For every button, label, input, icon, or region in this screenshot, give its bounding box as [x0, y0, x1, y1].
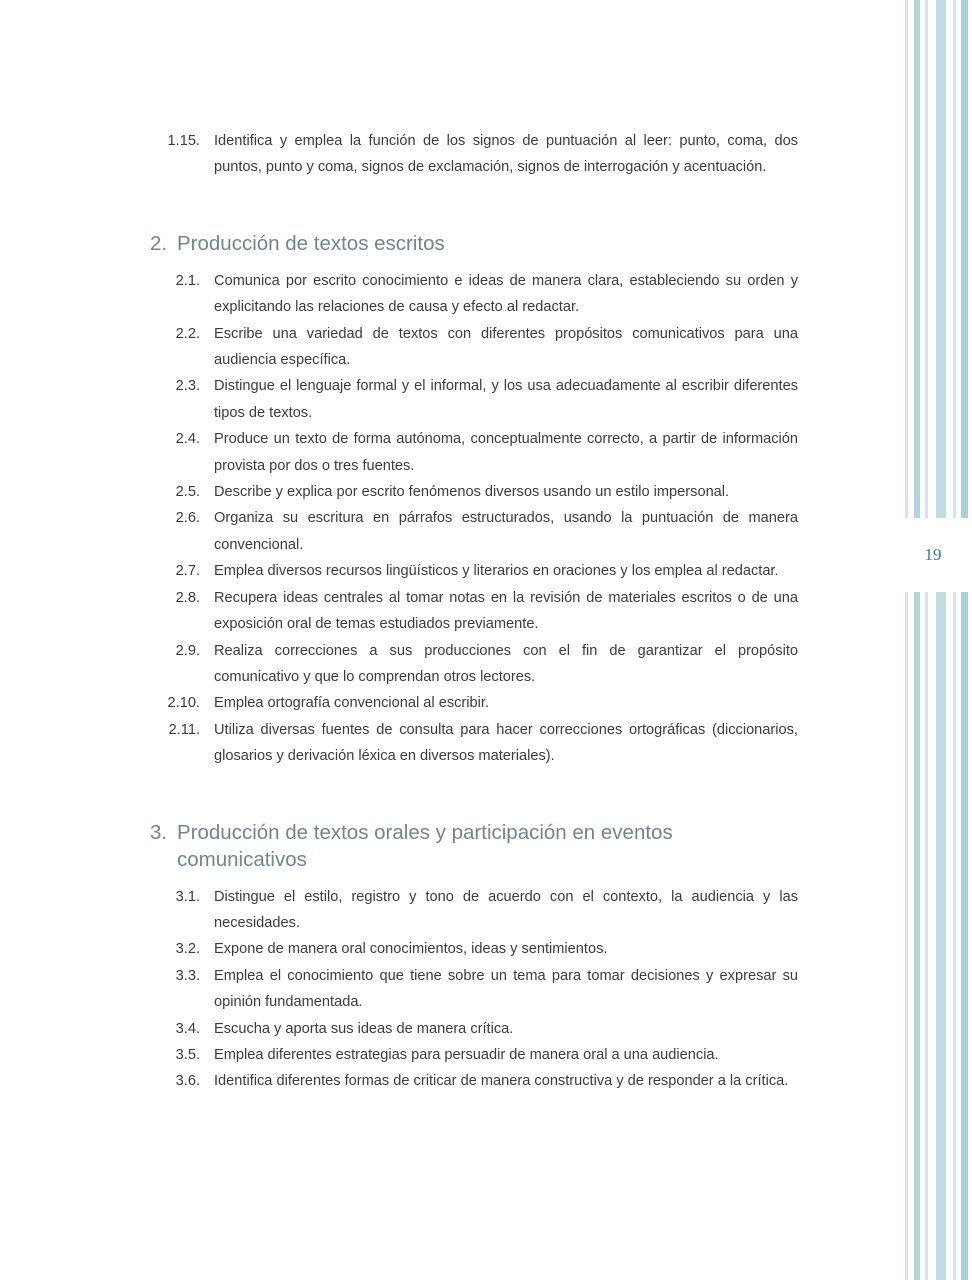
list-item [150, 585, 798, 638]
item-text: Emplea el conocimiento que tiene sobre un tema para tomar decisiones y expresar su opinión fundamentada. [214, 967, 798, 1011]
section-title: Producción de textos orales y participación en eventos comunicativos [177, 820, 673, 871]
item-number: 2.3. [175, 378, 200, 395]
item-text: Emplea diferentes estrategias para persuadir de manera oral a una audiencia. [214, 1046, 719, 1063]
item-text: Emplea diversos recursos lingüísticos y literarios en oraciones y los emplea al redactar. [214, 563, 779, 580]
decorative-stripe [914, 0, 920, 1280]
item-number: 2.7. [175, 563, 200, 580]
item-number: 3.5. [175, 1046, 200, 1063]
page-number-band [894, 518, 972, 592]
list-item [150, 717, 798, 770]
list-item [150, 505, 798, 558]
item-number: 1.15. [167, 133, 200, 149]
item-number: 2.6. [175, 510, 200, 527]
section-title: Producción de textos escritos [177, 231, 445, 255]
item-text: Produce un texto de forma autónoma, conceptualmente correcto, a partir de información provista por dos o tres fuentes. [214, 431, 798, 474]
list-item [150, 558, 798, 584]
list-item [150, 936, 798, 962]
item-text: Recupera ideas centrales al tomar notas en la revisión de materiales escritos o de una exposición oral de temas estudiados previamente. [214, 589, 798, 633]
list-item [150, 1068, 798, 1094]
page-content [150, 128, 798, 1095]
item-text: Identifica diferentes formas de criticar de manera constructiva y de responder a la crítica. [214, 1073, 789, 1090]
item-text: Organiza su escritura en párrafos estructurados, usando la puntuación de manera convencional. [214, 510, 798, 553]
item-text: Identifica y emplea la función de los signos de puntuación al leer: punto, coma, dos puntos, punto y coma, signos de exclamación, signos de interrogación y acentuación. [214, 133, 798, 176]
list-item [150, 373, 798, 426]
decorative-stripe [936, 0, 946, 1280]
item-text: Realiza correcciones a sus producciones con el fin de garantizar el propósito comunicativo y que lo comprendan otros lectores. [214, 642, 798, 685]
item-number: 2.1. [175, 272, 200, 289]
item-text: Describe y explica por escrito fenómenos diversos usando un estilo impersonal. [214, 484, 730, 501]
list-item [150, 479, 798, 505]
decorative-stripe [953, 0, 956, 1280]
item-text: Expone de manera oral conocimientos, ideas y sentimientos. [214, 941, 608, 958]
page-number: 19 [924, 545, 942, 564]
item-number: 2.9. [175, 642, 200, 659]
list-item [150, 128, 798, 181]
item-number: 3.2. [175, 941, 200, 958]
list-item [150, 690, 798, 716]
item-number: 2.4. [175, 431, 200, 448]
item-number: 3.1. [175, 888, 200, 905]
list-item [150, 426, 798, 479]
section-number: 2. [150, 231, 168, 255]
item-number: 2.2. [175, 325, 200, 342]
section-number: 3. [150, 820, 168, 844]
item-number: 2.10. [167, 695, 200, 712]
decorative-stripe [925, 0, 928, 1280]
item-text: Escucha y aporta sus ideas de manera crítica. [214, 1020, 514, 1037]
section-heading-2 [150, 230, 798, 257]
item-number: 3.4. [175, 1020, 200, 1037]
list-item [150, 321, 798, 374]
list-item [150, 963, 798, 1016]
item-text: Escribe una variedad de textos con diferentes propósitos comunicativos para una audiencia específica. [214, 325, 798, 369]
item-text: Distingue el estilo, registro y tono de acuerdo con el contexto, la audiencia y las necesidades. [214, 888, 798, 931]
list-item [150, 268, 798, 321]
decorative-stripes [892, 0, 972, 1280]
item-number: 2.5. [175, 484, 200, 501]
list-item [150, 884, 798, 937]
item-text: Emplea ortografía convencional al escribir. [214, 695, 489, 712]
decorative-stripe [961, 0, 968, 1280]
item-text: Utiliza diversas fuentes de consulta para hacer correcciones ortográficas (diccionarios, glosarios y derivación léxica en diversos materiales). [214, 721, 798, 765]
list-item [150, 1042, 798, 1068]
item-number: 2.8. [175, 589, 200, 606]
item-number: 3.6. [175, 1073, 200, 1090]
list-item [150, 638, 798, 691]
item-number: 2.11. [168, 721, 200, 738]
item-text: Distingue el lenguaje formal y el informal, y los usa adecuadamente al escribir diferentes tipos de textos. [214, 378, 798, 421]
decorative-stripe [905, 0, 908, 1280]
section-heading-3 [150, 819, 798, 873]
list-item [150, 1016, 798, 1042]
item-number: 3.3. [175, 967, 200, 984]
item-text: Comunica por escrito conocimiento e ideas de manera clara, estableciendo su orden y explicitando las relaciones de causa y efecto al redactar. [214, 272, 798, 316]
